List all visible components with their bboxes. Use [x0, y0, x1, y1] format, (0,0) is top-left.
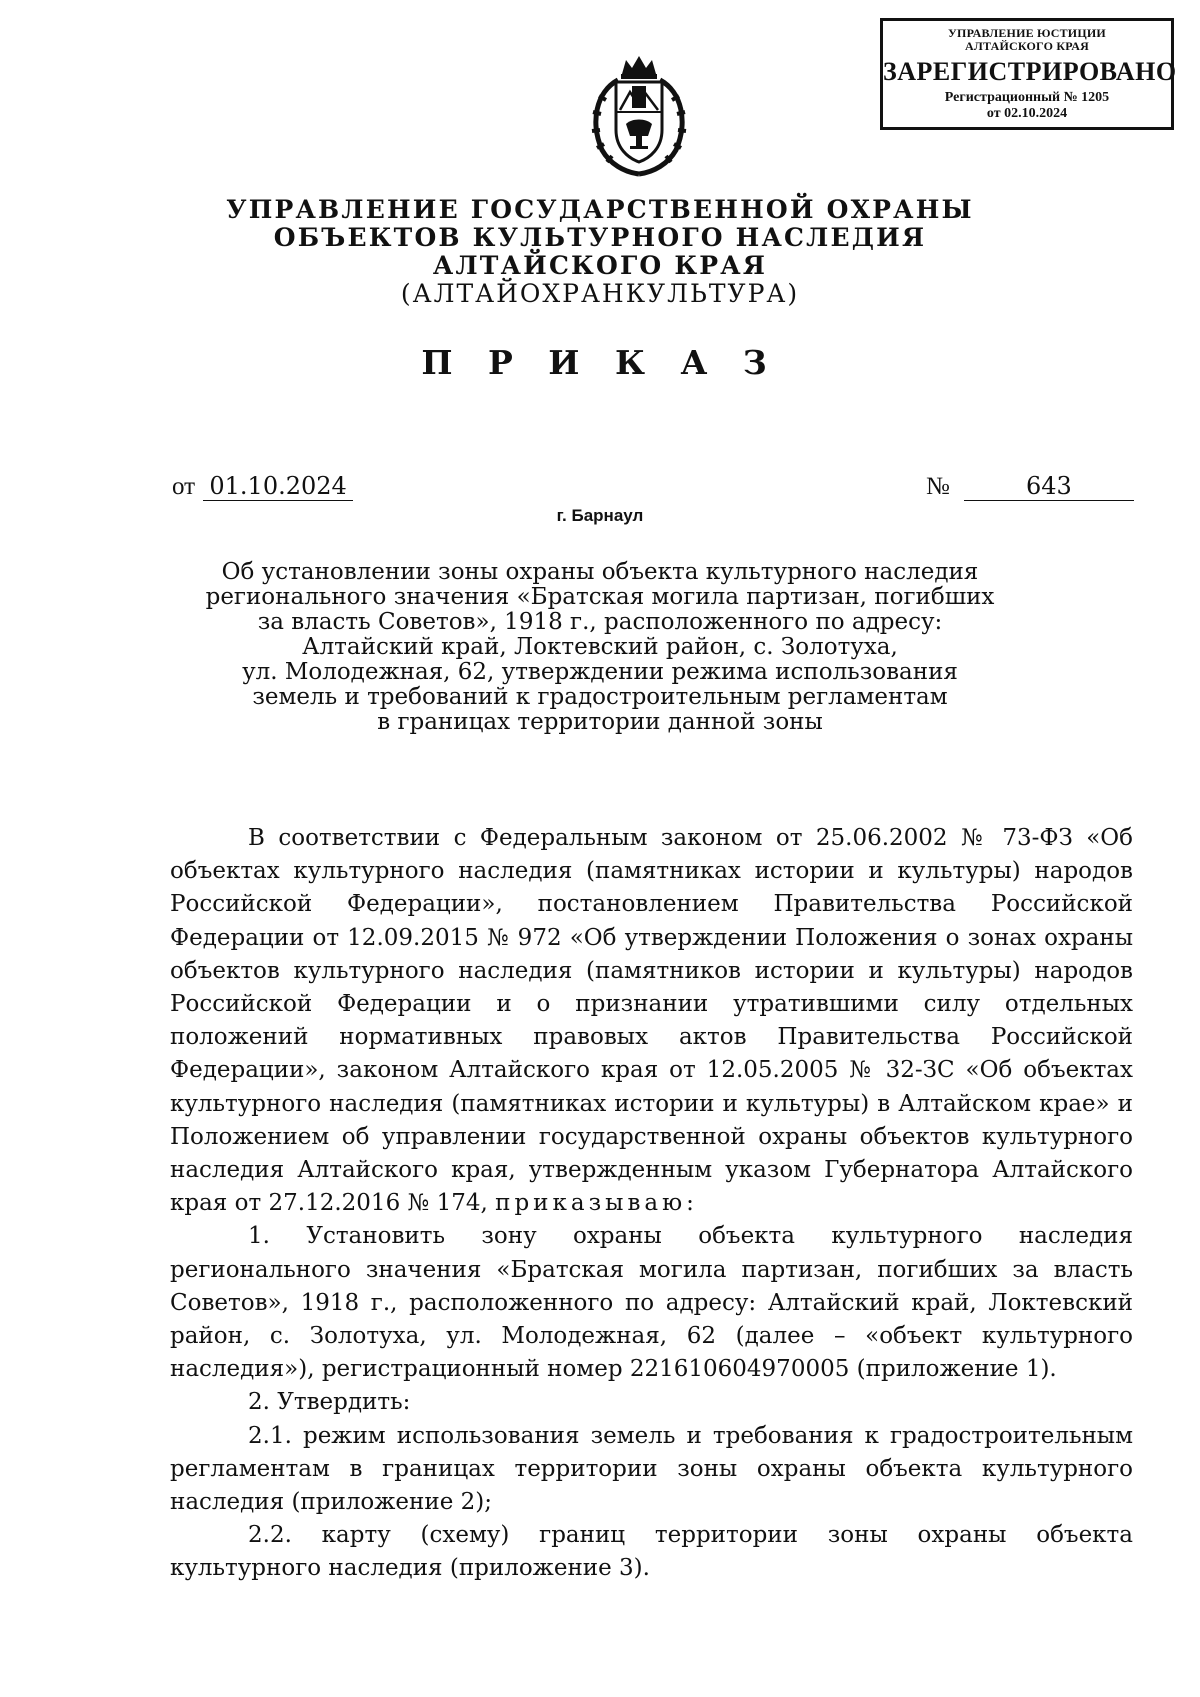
item-2-1: 2.1. режим использования земель и требования к градостроительным регламентам в границах территории зоны охраны объекта культурного наследия (приложение 2); [170, 1422, 1133, 1516]
subject-line: ул. Молодежная, 62, утверждении режима использования [242, 659, 958, 685]
header-line2: ОБЪЕКТОВ КУЛЬТУРНОГО НАСЛЕДИЯ [273, 223, 927, 252]
preamble-paragraph [170, 822, 1133, 1220]
number-label: № [926, 473, 950, 500]
item-2-2: 2.2. карту (схему) границ территории зоны охраны объекта культурного наследия (приложение 3). [170, 1522, 1133, 1582]
subject-line: в границах территории данной зоны [377, 709, 823, 735]
document-title: П Р И К А З [421, 343, 779, 382]
registration-stamp [880, 18, 1177, 130]
order-body [170, 822, 1133, 1586]
city: г. Барнаул [556, 506, 644, 525]
subject-line: регионального значения «Братская могила партизан, погибших [205, 584, 995, 610]
stamp-org-line1: УПРАВЛЕНИЕ ЮСТИЦИИ [948, 26, 1106, 40]
stamp-org-line2: АЛТАЙСКОГО КРАЯ [965, 39, 1089, 53]
number-value: 643 [964, 472, 1134, 501]
header-abbr: (АЛТАЙОХРАНКУЛЬТУРА) [400, 279, 800, 308]
item-2: 2. Утвердить: [248, 1389, 411, 1416]
order-date [172, 472, 353, 501]
preamble-text: В соответствии с Федеральным законом от 25.06.2002 № 73-ФЗ «Об объектах культурного наследия (памятниках истории и культуры) народов Российской Федерации», постановлением Правительства Российской Федерации от 12.09.2015 № 972 «Об утверждении Положения о зонах охраны объектов культурного наследия (памятников истории и культуры) народов Российской Федерации и о признании утратившими силу отдельных положений нормативных правовых актов Правительства Российской Федерации», законом Алтайского края от 12.05.2005 № 32-ЗС «Об объектах культурного наследия (памятниках истории и культуры) в Алтайском крае» и Положением об управлении государственной охраны объектов культурного наследия Алтайского края, утвержденным указом Губернатора Алтайского края от 27.12.2016 № 174, [170, 825, 1133, 1217]
header-line3: АЛТАЙСКОГО КРАЯ [432, 251, 768, 280]
stamp-status: ЗАРЕГИСТРИРОВАНО [883, 57, 1177, 86]
header-line1: УПРАВЛЕНИЕ ГОСУДАРСТВЕННОЙ ОХРАНЫ [226, 195, 974, 224]
coat-of-arms-icon [588, 52, 690, 178]
subject-line: Алтайский край, Локтевский район, с. Золотуха, [302, 634, 898, 660]
subject-line: за власть Советов», 1918 г., расположенного по адресу: [257, 609, 943, 635]
date-label: от [172, 473, 196, 500]
order-subject [200, 560, 1000, 735]
issuing-authority [200, 196, 1000, 308]
order-number [926, 472, 1134, 501]
stamp-reg-number: Регистрационный № 1205 [944, 90, 1110, 105]
item-1: 1. Установить зону охраны объекта культурного наследия регионального значения «Братская могила партизан, погибших за власть Советов», 1918 г., расположенного по адресу: Алтайский край, Локтевский район, с. Золотуха, ул. Молодежная, 62 (далее – «объект культурного наследия»), регистрационный номер 221610604970005 (приложение 1). [170, 1223, 1133, 1383]
stamp-reg-date: от 02.10.2024 [986, 106, 1068, 121]
subject-line: земель и требований к градостроительным регламентам [252, 684, 948, 710]
subject-line: Об установлении зоны охраны объекта культурного наследия [221, 559, 979, 585]
date-value: 01.10.2024 [203, 472, 353, 501]
order-word: приказываю: [495, 1190, 698, 1217]
